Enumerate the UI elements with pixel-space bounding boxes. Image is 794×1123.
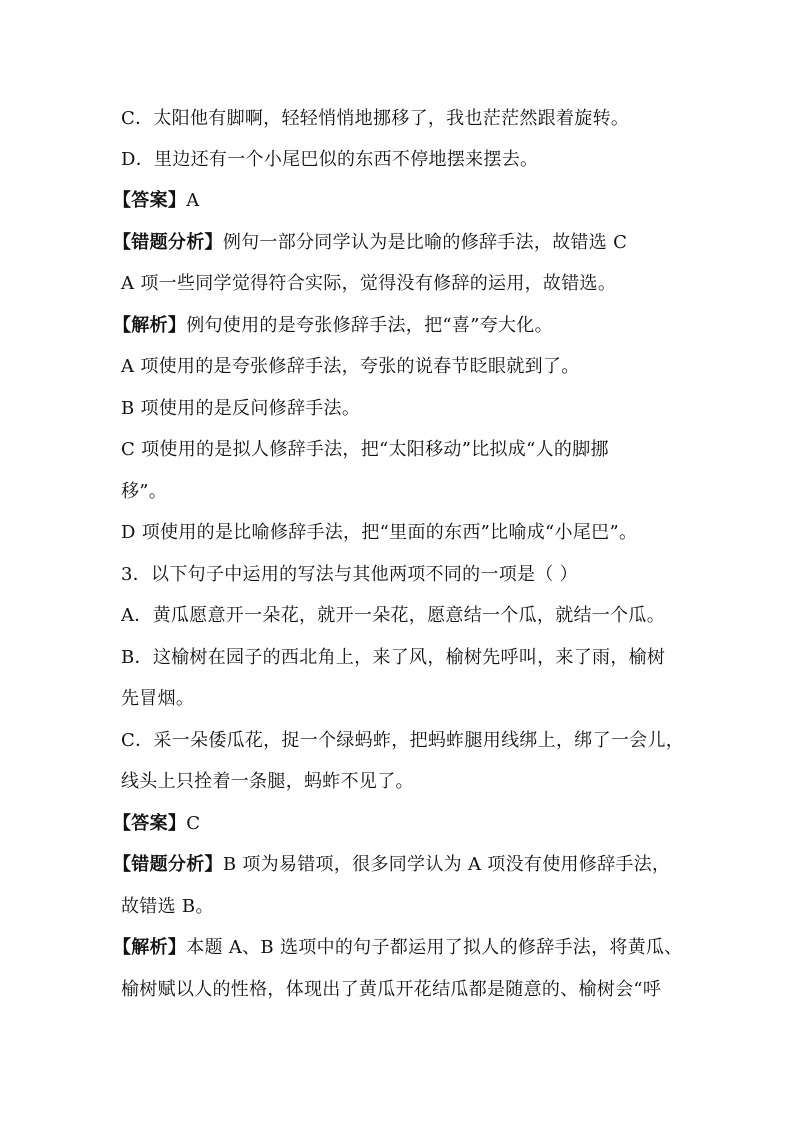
option-b-cont: 先冒烟。 — [121, 688, 195, 709]
analysis-text: 例句使用的是夸张修辞手法，把“喜”夸大化。 — [186, 315, 553, 336]
analysis-tag: 【解析】 — [113, 315, 187, 336]
text-line: D 项使用的是比喻修辞手法，把“里面的东西”比喻成“小尾巴”。 — [121, 522, 638, 543]
error-analysis-line — [113, 852, 673, 878]
text-line: C．太阳他有脚啊，轻轻悄悄地挪移了，我也茫茫然跟着旋转。 — [121, 108, 630, 129]
text-line: D．里边还有一个小尾巴似的东西不停地摆来摆去。 — [121, 149, 539, 170]
error-analysis-text: B 项为易错项，很多同学认为 A 项没有使用修辞手法， — [222, 854, 671, 875]
option-c: C．采一朵倭瓜花，捉一个绿蚂蚱，把蚂蚱腿用线绑上，绑了一会儿， — [121, 730, 685, 751]
error-analysis-line — [113, 230, 673, 256]
answer-line — [113, 811, 673, 837]
text-line: C 项使用的是拟人修辞手法，把“太阳移动”比拟成“人的脚挪 — [121, 439, 609, 460]
text-line: A 项使用的是夸张修辞手法，夸张的说春节眨眼就到了。 — [121, 356, 580, 377]
analysis-line — [113, 313, 673, 339]
text-line: A 项一些同学觉得符合实际，觉得没有修辞的运用，故错选。 — [121, 273, 617, 294]
analysis-tag: 【解析】 — [113, 937, 187, 958]
option-b: B．这榆树在园子的西北角上，来了风，榆树先呼叫，来了雨，榆树 — [121, 647, 666, 668]
error-analysis-text: 例句一部分同学认为是比喻的修辞手法，故错选 C — [222, 232, 628, 253]
answer-value: C — [186, 813, 201, 834]
option-c-cont: 线头上只拴着一条腿，蚂蚱不见了。 — [121, 771, 414, 792]
answer-value: A — [186, 190, 200, 211]
text-line: B 项使用的是反问修辞手法。 — [121, 398, 361, 419]
error-analysis-tag: 【错题分析】 — [113, 232, 223, 253]
option-a: A．黄瓜愿意开一朵花，就开一朵花，愿意结一个瓜，就结一个瓜。 — [121, 605, 665, 626]
answer-tag: 【答案】 — [113, 190, 187, 211]
text-line: 移”。 — [121, 481, 168, 502]
answer-tag: 【答案】 — [113, 813, 187, 834]
error-analysis-tag: 【错题分析】 — [113, 854, 223, 875]
analysis-line — [113, 935, 683, 961]
text-line: 故错选 B。 — [121, 896, 214, 917]
answer-line — [113, 188, 673, 214]
text-line: 榆树赋以人的性格，体现出了黄瓜开花结瓜都是随意的、榆树会“呼 — [121, 979, 662, 1000]
question-stem: 3．以下句子中运用的写法与其他两项不同的一项是（ ） — [121, 564, 578, 585]
analysis-text: 本题 A、B 选项中的句子都运用了拟人的修辞手法，将黄瓜、 — [186, 937, 683, 958]
